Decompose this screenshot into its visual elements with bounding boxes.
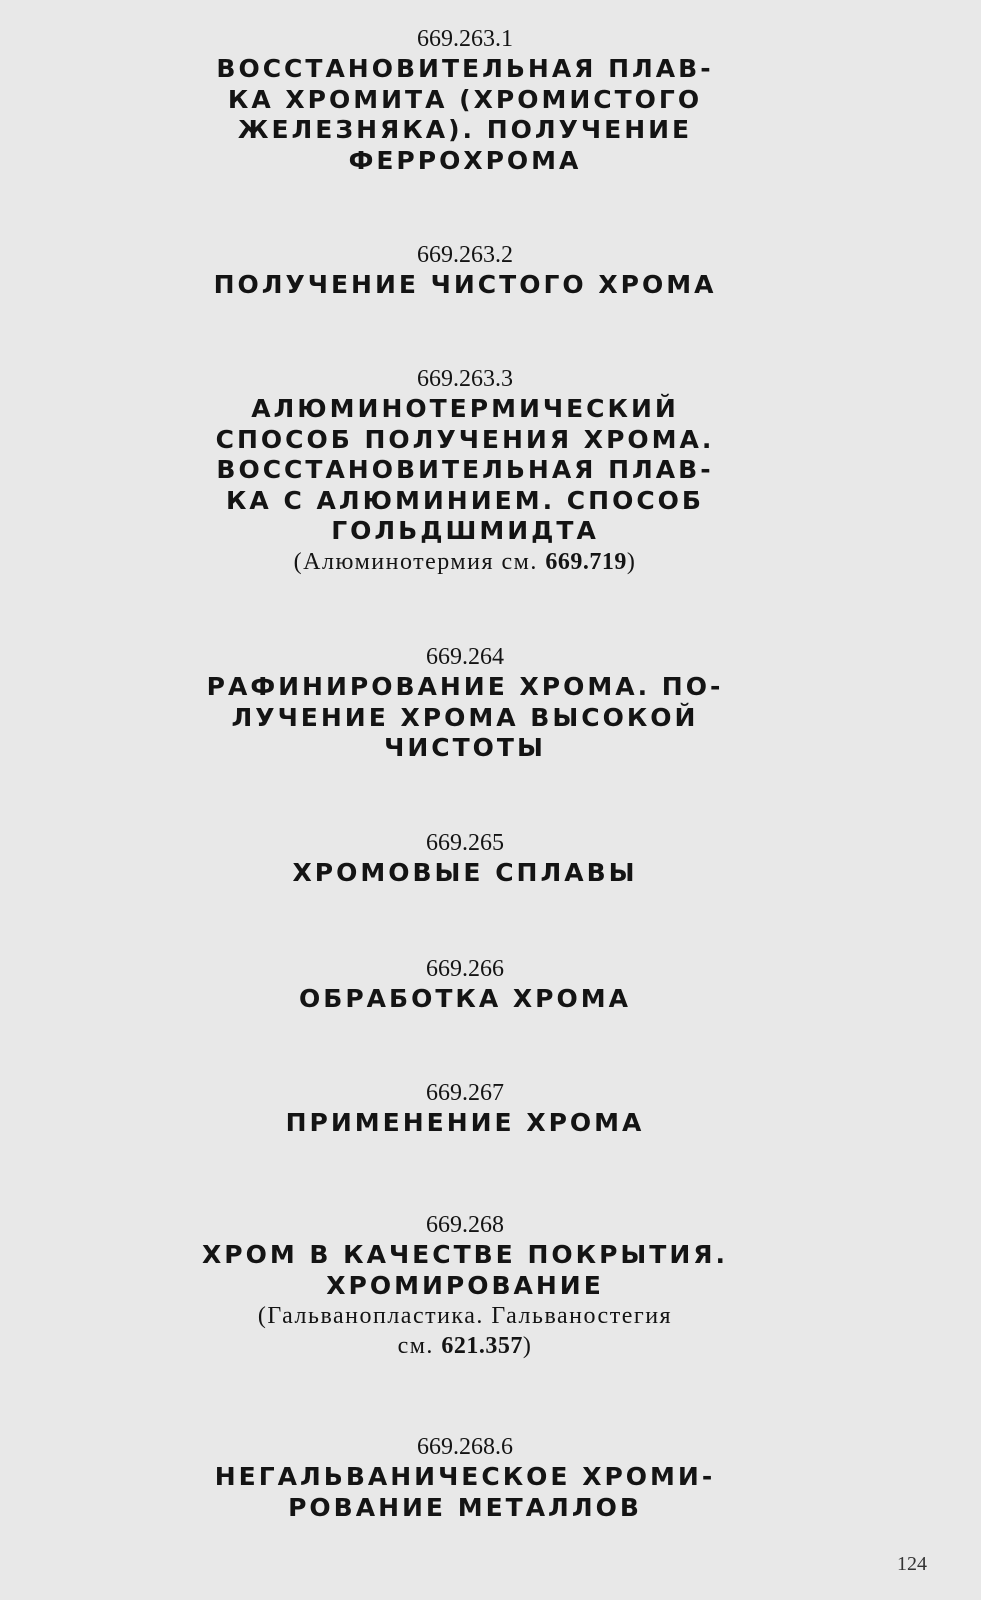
entry-title-line: СПОСОБ ПОЛУЧЕНИЯ ХРОМА. (215, 424, 715, 454)
entry-title-line: НЕГАЛЬВАНИЧЕСКОЕ ХРОМИ- (214, 1462, 716, 1491)
entry-title-line: АЛЮМИНОТЕРМИЧЕСКИЙ (251, 394, 679, 423)
classification-entry (180, 642, 750, 764)
entry-title-line: ХРОМОВЫЕ СПЛАВЫ (292, 858, 638, 887)
page-number: 124 (897, 1553, 927, 1575)
entry-title-line: КА ХРОМИТА (ХРОМИСТОГО (227, 84, 703, 114)
entry-title-line: ЛУЧЕНИЕ ХРОМА ВЫСОКОЙ (231, 702, 699, 732)
classification-code: 669.263.1 (417, 26, 513, 52)
classification-code: 669.268.6 (417, 1434, 513, 1460)
note-text: ) (522, 1333, 533, 1359)
classification-code: 669.267 (426, 1080, 504, 1106)
classification-entry (180, 1078, 750, 1139)
entry-title-line: ЖЕЛЕЗНЯКА). ПОЛУЧЕНИЕ (237, 115, 693, 144)
classification-code: 669.263.3 (417, 366, 513, 392)
entry-title-line: РОВАНИЕ МЕТАЛЛОВ (288, 1492, 642, 1522)
classification-entry (180, 954, 750, 1015)
entry-title-line: ФЕРРОХРОМА (348, 145, 582, 175)
entry-title-line: ЧИСТОТЫ (384, 733, 546, 762)
classification-entry (180, 24, 750, 176)
classification-entry (180, 1210, 750, 1361)
note-text: ) (626, 548, 637, 575)
note-text: (Алюминотермия см. (293, 548, 546, 575)
classification-code: 669.268 (426, 1212, 504, 1238)
classification-code: 669.265 (426, 830, 504, 856)
classification-code: 669.264 (426, 644, 504, 670)
cross-reference-code: 621.357 (441, 1333, 523, 1359)
classification-entry (180, 364, 750, 577)
cross-reference-code: 669.719 (545, 548, 627, 575)
classification-entry (180, 240, 750, 301)
entry-title-line: ПОЛУЧЕНИЕ ЧИСТОГО ХРОМА (213, 270, 717, 299)
classification-entry (180, 1432, 750, 1523)
note-text: (Гальванопластика. Гальваностегия (257, 1303, 673, 1329)
entry-title-line: РАФИНИРОВАНИЕ ХРОМА. ПО- (206, 672, 724, 701)
entry-title-line: ВОССТАНОВИТЕЛЬНАЯ ПЛАВ- (216, 54, 714, 83)
entry-title-line: ВОССТАНОВИТЕЛЬНАЯ ПЛАВ- (216, 455, 714, 484)
entry-title-line: ГОЛЬДШМИДТА (331, 516, 599, 545)
cross-reference-note (180, 1301, 750, 1331)
entry-title-line: ОБРАБОТКА ХРОМА (299, 984, 631, 1013)
note-text: см. (397, 1333, 442, 1359)
classification-entry (180, 828, 750, 889)
entry-title-line: ХРОМИРОВАНИЕ (326, 1270, 604, 1300)
classification-code: 669.266 (426, 956, 504, 982)
entry-title-line: ПРИМЕНЕНИЕ ХРОМА (285, 1108, 645, 1137)
cross-reference-note (180, 1331, 750, 1361)
cross-reference-note (180, 547, 750, 577)
entry-title-line: КА С АЛЮМИНИЕМ. СПОСОБ (226, 485, 704, 515)
classification-code: 669.263.2 (417, 242, 513, 268)
entry-title-line: ХРОМ В КАЧЕСТВЕ ПОКРЫТИЯ. (201, 1240, 729, 1269)
